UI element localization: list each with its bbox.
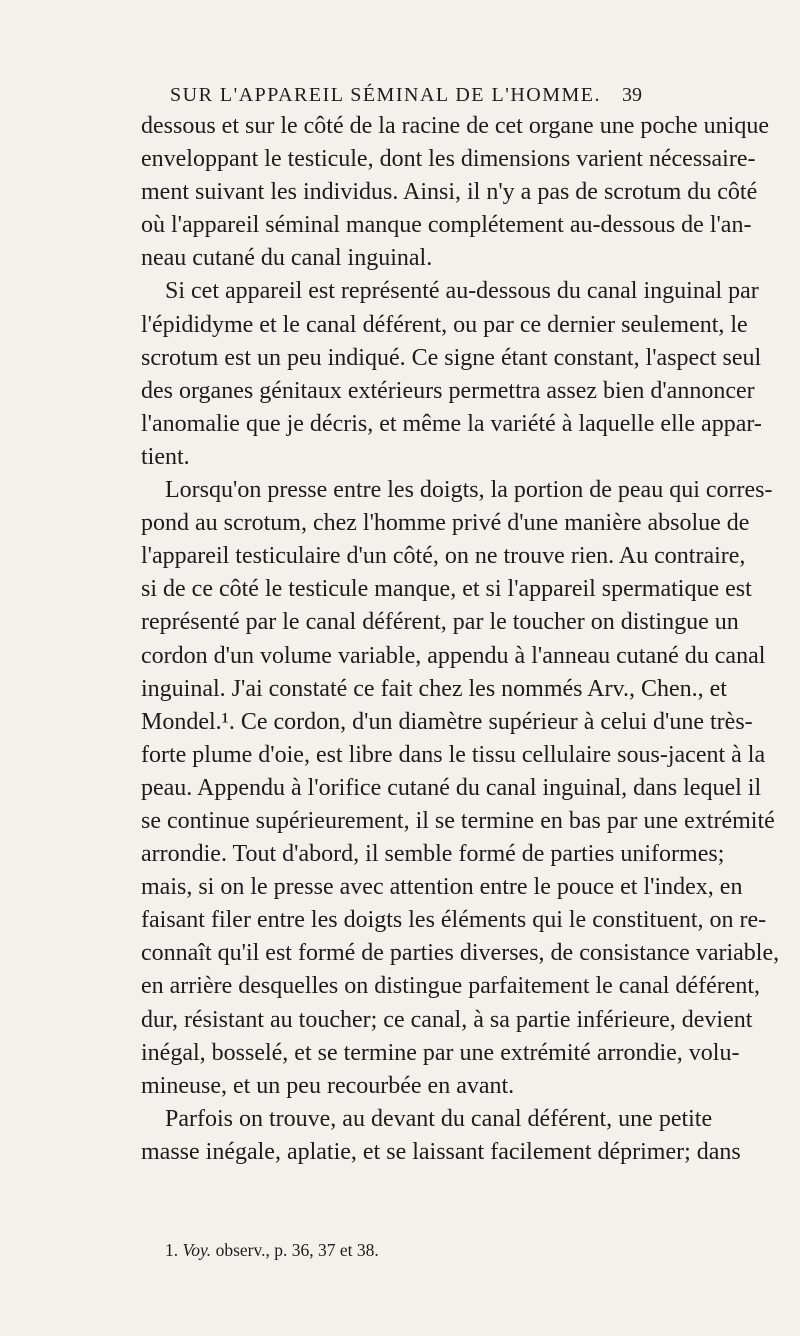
- text-line: cordon d'un volume variable, appendu à l'anneau cutané du canal: [141, 642, 766, 669]
- text-line: forte plume d'oie, est libre dans le tissu cellulaire sous-jacent à la: [141, 741, 766, 768]
- text-line: connaît qu'il est formé de parties diverses, de consistance variable,: [141, 940, 780, 967]
- text-line: tient.: [141, 443, 190, 470]
- text-line: Lorsqu'on presse entre les doigts, la portion de peau qui corres-: [165, 477, 773, 504]
- text-line: arrondie. Tout d'abord, il semble formé de parties uniformes;: [141, 841, 725, 868]
- footnote-abbrev: Voy.: [182, 1240, 212, 1260]
- text-line: masse inégale, aplatie, et se laissant facilement déprimer; dans: [141, 1138, 741, 1165]
- text-line: peau. Appendu à l'orifice cutané du canal inguinal, dans lequel il: [141, 774, 762, 801]
- body-text: [141, 110, 780, 1169]
- text-line: se continue supérieurement, il se termine en bas par une extrémité: [141, 807, 775, 834]
- running-head: SUR L'APPAREIL SÉMINAL DE L'HOMME.: [170, 84, 602, 106]
- text-line: ment suivant les individus. Ainsi, il n'y a pas de scrotum du côté: [141, 179, 758, 206]
- footnote: [165, 1240, 379, 1261]
- text-line: représenté par le canal déférent, par le toucher on distingue un: [141, 609, 739, 636]
- text-line: des organes génitaux extérieurs permettra assez bien d'annoncer: [141, 377, 755, 404]
- text-line: où l'appareil séminal manque complétement au-dessous de l'an-: [141, 212, 752, 239]
- text-line: dessous et sur le côté de la racine de cet organe une poche unique: [141, 113, 769, 139]
- text-line: l'épididyme et le canal déférent, ou par ce dernier seulement, le: [141, 311, 748, 338]
- text-line: neau cutané du canal inguinal.: [141, 245, 433, 272]
- text-line: scrotum est un peu indiqué. Ce signe étant constant, l'aspect seul: [141, 344, 762, 371]
- footnote-text: observ., p. 36, 37 et 38.: [215, 1240, 379, 1260]
- text-line: faisant filer entre les doigts les éléments qui le constituent, on re-: [141, 907, 767, 934]
- text-line: mais, si on le presse avec attention entre le pouce et l'index, en: [141, 874, 743, 901]
- text-line: pond au scrotum, chez l'homme privé d'une manière absolue de: [141, 510, 750, 537]
- text-line: l'appareil testiculaire d'un côté, on ne trouve rien. Au contraire,: [141, 543, 746, 570]
- text-line: dur, résistant au toucher; ce canal, à sa partie inférieure, devient: [141, 1006, 753, 1033]
- text-line: Mondel.¹. Ce cordon, d'un diamètre supérieur à celui d'une très-: [141, 708, 753, 735]
- page-number: 39: [622, 84, 642, 106]
- footnote-number: 1.: [165, 1240, 179, 1260]
- text-line: l'anomalie que je décris, et même la variété à laquelle elle appar-: [141, 410, 762, 437]
- text-line: enveloppant le testicule, dont les dimensions varient nécessaire-: [141, 146, 756, 173]
- text-line: inégal, bosselé, et se termine par une extrémité arrondie, volu-: [141, 1039, 740, 1066]
- text-line: Parfois on trouve, au devant du canal déférent, une petite: [165, 1105, 713, 1132]
- text-line: mineuse, et un peu recourbée en avant.: [141, 1072, 515, 1099]
- text-line: si de ce côté le testicule manque, et si l'appareil spermatique est: [141, 576, 752, 603]
- text-line: inguinal. J'ai constaté ce fait chez les nommés Arv., Chen., et: [141, 675, 727, 702]
- text-line: Si cet appareil est représenté au-dessous du canal inguinal par: [165, 278, 759, 305]
- text-line: en arrière desquelles on distingue parfaitement le canal déférent,: [141, 973, 761, 1000]
